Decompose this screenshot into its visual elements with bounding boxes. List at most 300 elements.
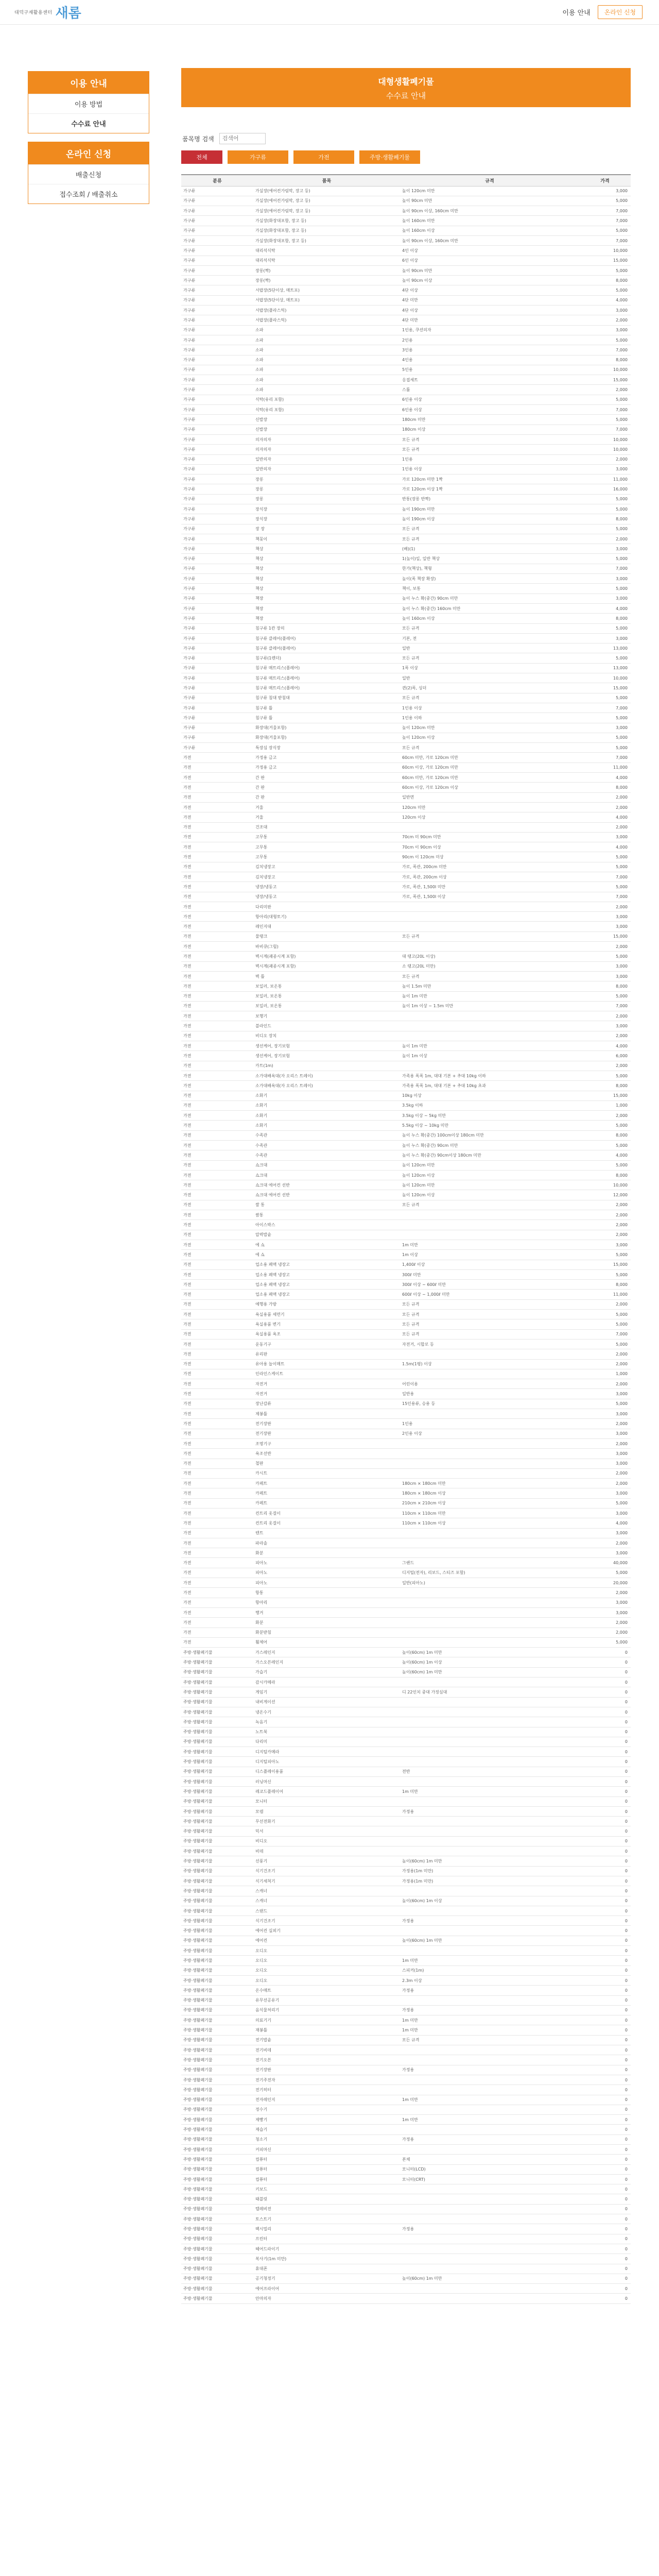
cell-price: 0	[579, 1677, 631, 1687]
table-row	[181, 2204, 631, 2214]
table-row	[181, 1797, 631, 1806]
cell-price: 7,000	[579, 564, 631, 573]
cell-category: 가구류	[181, 494, 253, 504]
sidebar-item-fee[interactable]: 수수료 안내	[28, 113, 149, 133]
cell-spec: 1m 이상	[400, 1250, 579, 1260]
sidebar-item-lookup[interactable]: 접수조회 / 배출취소	[28, 184, 149, 204]
cell-category: 주방·생활폐기물	[181, 2244, 253, 2253]
cell-price: 0	[579, 2214, 631, 2224]
cell-item: 가실장(에어컨가림막, 장고 등)	[253, 196, 400, 206]
cell-spec: 600ℓ 이상 ~ 1,000ℓ 미만	[400, 1290, 579, 1299]
cell-spec	[400, 1826, 579, 1836]
table-row	[181, 1667, 631, 1677]
cell-price: 3,000	[579, 1528, 631, 1538]
cell-price: 0	[579, 2015, 631, 2025]
cell-category: 주방·생활폐기물	[181, 2224, 253, 2234]
table-row	[181, 1409, 631, 1419]
cell-price: 11,000	[579, 474, 631, 484]
table-row	[181, 981, 631, 991]
cell-price: 5,000	[579, 1399, 631, 1409]
cell-price: 0	[579, 2184, 631, 2194]
cell-item: 장식장	[253, 514, 400, 524]
cell-price: 2,000	[579, 1479, 631, 1488]
cell-spec	[400, 1926, 579, 1936]
cell-item: 의료기기	[253, 2015, 400, 2025]
cell-spec: 1인용	[400, 1419, 579, 1429]
cell-item: 디지털피아노	[253, 1757, 400, 1767]
cell-category: 가전	[181, 1031, 253, 1041]
cell-item: 감시카메라	[253, 1677, 400, 1687]
cell-category: 가전	[181, 1409, 253, 1419]
cell-spec: 15인용류, 승용 등	[400, 1399, 579, 1409]
table-row	[181, 315, 631, 325]
site-logo[interactable]	[14, 3, 81, 22]
cell-price: 0	[579, 1648, 631, 1657]
cell-spec: 180cm × 180cm 미만	[400, 1479, 579, 1488]
cell-price: 5,000	[579, 1121, 631, 1130]
cell-spec: (배)(1)	[400, 544, 579, 554]
cell-category: 가전	[181, 1578, 253, 1588]
table-row	[181, 1419, 631, 1429]
table-row	[181, 2184, 631, 2194]
cell-category: 가구류	[181, 405, 253, 415]
cell-category: 가전	[181, 792, 253, 802]
table-row	[181, 2254, 631, 2264]
table-row	[181, 2125, 631, 2134]
table-row	[181, 1817, 631, 1826]
cell-price: 5,000	[579, 882, 631, 892]
cell-spec: 가정용	[400, 1986, 579, 1995]
cell-category: 가구류	[181, 276, 253, 285]
table-row	[181, 405, 631, 415]
cell-category: 가전	[181, 1329, 253, 1339]
cell-item: 쌀 통	[253, 1200, 400, 1210]
cell-spec: 모든 규격	[400, 524, 579, 534]
cell-item: 책꽂이	[253, 534, 400, 544]
table-row	[181, 1956, 631, 1965]
cell-category: 주방·생활폐기물	[181, 1836, 253, 1846]
table-row	[181, 2095, 631, 2105]
cell-spec	[400, 1061, 579, 1071]
cell-item: 간 판	[253, 783, 400, 792]
cell-price: 3,000	[579, 594, 631, 603]
online-apply-button[interactable]: 온라인 신청	[598, 5, 643, 19]
cell-spec: 110cm × 110cm 이상	[400, 1518, 579, 1528]
cell-spec	[400, 1886, 579, 1896]
cell-category: 가구류	[181, 743, 253, 753]
cell-price: 2,000	[579, 1538, 631, 1548]
table-row	[181, 1001, 631, 1011]
cell-category: 주방·생활폐기물	[181, 2035, 253, 2045]
filter-household-button[interactable]: 주방·생활폐기물	[359, 150, 420, 164]
cell-category: 가전	[181, 1568, 253, 1578]
cell-price: 8,000	[579, 1280, 631, 1290]
cell-category: 가전	[181, 1081, 253, 1091]
cell-category: 주방·생활폐기물	[181, 1717, 253, 1727]
table-row	[181, 2085, 631, 2095]
cell-item: 수족관	[253, 1150, 400, 1160]
table-row	[181, 1707, 631, 1717]
cell-item: 생선케어, 장기보험	[253, 1051, 400, 1061]
cell-category: 가전	[181, 1100, 253, 1110]
table-row	[181, 1319, 631, 1329]
cell-category: 가전	[181, 1111, 253, 1121]
cell-item: 벽 틀	[253, 971, 400, 981]
cell-category: 가구류	[181, 256, 253, 265]
table-row	[181, 1607, 631, 1617]
table-row	[181, 1717, 631, 1727]
table-row	[181, 1648, 631, 1657]
cell-item: 예행용 가방	[253, 1299, 400, 1309]
cell-item: 제빵기	[253, 2115, 400, 2125]
cell-spec: 4인 이상	[400, 246, 579, 256]
cell-item: 파라솔	[253, 1538, 400, 1548]
cell-item: 항아리	[253, 1598, 400, 1607]
cell-spec: 90cm 이 120cm 미상	[400, 852, 579, 862]
table-row	[181, 385, 631, 395]
col-header-category: 분류	[181, 175, 253, 186]
cell-spec: 1m 미만	[400, 2115, 579, 2125]
cell-price: 0	[579, 1995, 631, 2005]
cell-category: 가전	[181, 1130, 253, 1140]
cell-price: 10,000	[579, 1180, 631, 1190]
cell-item: 자전거	[253, 1379, 400, 1389]
cell-spec: 180cm × 180cm 이상	[400, 1488, 579, 1498]
cell-category: 가전	[181, 862, 253, 872]
cell-item: 식탁(유리 포함)	[253, 395, 400, 404]
cell-spec: 가정용	[400, 2065, 579, 2075]
cell-item: 음식물처리기	[253, 2005, 400, 2015]
cell-price: 0	[579, 1965, 631, 1975]
cell-price: 2,000	[579, 1628, 631, 1637]
cell-spec: 높이 누스 확(중간) 90cm 미만	[400, 594, 579, 603]
cell-spec	[400, 1021, 579, 1031]
cell-price: 1,000	[579, 1100, 631, 1110]
cell-category: 주방·생활폐기물	[181, 1876, 253, 1886]
cell-spec: 1인용 이상	[400, 703, 579, 713]
cell-category: 가구류	[181, 464, 253, 474]
cell-item: 스캐너	[253, 1886, 400, 1896]
cell-spec: 높이 160cm 미만	[400, 216, 579, 226]
cell-category: 주방·생활폐기물	[181, 1777, 253, 1787]
cell-price: 2,000	[579, 1419, 631, 1429]
fee-table	[181, 174, 631, 2304]
cell-spec: 5.5kg 이상 ~ 10kg 미만	[400, 1121, 579, 1130]
cell-item: 러닝머신	[253, 1777, 400, 1787]
cell-category: 가구류	[181, 425, 253, 434]
cell-category: 주방·생활폐기물	[181, 1886, 253, 1896]
cell-spec: 1(높이)일, 일반 책상	[400, 554, 579, 564]
cell-spec	[400, 1607, 579, 1617]
cell-category: 가구류	[181, 355, 253, 365]
cell-item: 침구류 클레어(플레어)	[253, 643, 400, 653]
table-row	[181, 504, 631, 514]
cell-spec: 디 22인치 중대 가정심대	[400, 1687, 579, 1697]
table-row	[181, 1876, 631, 1886]
cell-price: 5,000	[579, 335, 631, 345]
cell-item: 가정용 금고	[253, 753, 400, 762]
cell-category: 주방·생활폐기물	[181, 1965, 253, 1975]
cell-spec	[400, 1438, 579, 1448]
cell-item: 화분받침	[253, 1628, 400, 1637]
cell-item: 압력밥솥	[253, 1230, 400, 1240]
cell-item: 욕실용품 욕조	[253, 1329, 400, 1339]
cell-item: 소화기	[253, 1121, 400, 1130]
cell-category: 가구류	[181, 196, 253, 206]
cell-category: 가구류	[181, 663, 253, 673]
cell-price: 0	[579, 2025, 631, 2035]
cell-price: 0	[579, 1727, 631, 1737]
table-row	[181, 1011, 631, 1021]
cell-item: 토스트기	[253, 2214, 400, 2224]
cell-item: 책상	[253, 544, 400, 554]
cell-category: 가구류	[181, 345, 253, 355]
table-row	[181, 1081, 631, 1091]
cell-item: 소화기	[253, 1111, 400, 1121]
table-row	[181, 1747, 631, 1757]
cell-spec: 높이 160cm 이상	[400, 614, 579, 623]
cell-price: 5,000	[579, 1160, 631, 1170]
cell-price: 2,000	[579, 1359, 631, 1369]
cell-category: 가구류	[181, 603, 253, 613]
cell-item: 일반의자	[253, 464, 400, 474]
cell-category: 가전	[181, 1041, 253, 1051]
cell-price: 5,000	[579, 1250, 631, 1260]
table-row	[181, 773, 631, 783]
cell-category: 주방·생활폐기물	[181, 1787, 253, 1797]
cell-price: 7,000	[579, 1329, 631, 1339]
cell-item: 침구류 클레어(플레어)	[253, 633, 400, 643]
cell-price: 13,000	[579, 663, 631, 673]
table-row	[181, 1995, 631, 2005]
cell-item: 소파	[253, 385, 400, 395]
table-row	[181, 862, 631, 872]
cell-price: 5,000	[579, 415, 631, 425]
nav-guide-link[interactable]: 이용 안내	[562, 9, 591, 17]
page-title: 대형생활폐기물	[378, 77, 434, 87]
table-row	[181, 1657, 631, 1667]
cell-category: 가전	[181, 1538, 253, 1548]
cell-category: 가전	[181, 1598, 253, 1607]
cell-price: 20,000	[579, 1578, 631, 1588]
cell-spec: 모든 규격	[400, 623, 579, 633]
cell-price: 0	[579, 1717, 631, 1727]
cell-category: 주방·생활폐기물	[181, 1727, 253, 1737]
table-row	[181, 2115, 631, 2125]
cell-item: 디스플레이용품	[253, 1767, 400, 1776]
table-row	[181, 912, 631, 922]
cell-category: 가전	[181, 822, 253, 832]
cell-category: 가전	[181, 1628, 253, 1637]
cell-item: 오디오	[253, 1956, 400, 1965]
cell-item: 청소기	[253, 2134, 400, 2144]
cell-category: 가전	[181, 1508, 253, 1518]
cell-category: 가전	[181, 1369, 253, 1379]
cell-spec	[400, 2204, 579, 2214]
cell-category: 가전	[181, 1479, 253, 1488]
cell-price: 7,000	[579, 1001, 631, 1011]
table-row	[181, 1916, 631, 1926]
cell-price: 8,000	[579, 1170, 631, 1180]
cell-spec	[400, 2085, 579, 2095]
table-row	[181, 902, 631, 911]
cell-item: 책장	[253, 614, 400, 623]
cell-item: 전자레인지	[253, 2095, 400, 2105]
cell-price: 0	[579, 1836, 631, 1846]
cell-spec	[400, 1727, 579, 1737]
cell-price: 5,000	[579, 693, 631, 703]
cell-price: 5,000	[579, 196, 631, 206]
cell-item: 화장대(거울포함)	[253, 723, 400, 733]
cell-spec: 스툴	[400, 385, 579, 395]
table-row	[181, 1170, 631, 1180]
cell-category: 가전	[181, 1319, 253, 1329]
table-row	[181, 2144, 631, 2154]
cell-item: 안마의자	[253, 2294, 400, 2303]
cell-item: 책장	[253, 603, 400, 613]
cell-spec: 180cm 이상	[400, 425, 579, 434]
cell-spec	[400, 1210, 579, 1220]
cell-spec: 모니터(LCD)	[400, 2164, 579, 2174]
sidebar-item-request[interactable]: 배출신청	[28, 164, 149, 184]
cell-price: 0	[579, 1866, 631, 1876]
cell-spec	[400, 2214, 579, 2224]
table-row	[181, 822, 631, 832]
table-row	[181, 1628, 631, 1637]
cell-category: 주방·생활폐기물	[181, 1956, 253, 1965]
cell-price: 5,000	[579, 1269, 631, 1279]
cell-spec: 가정용(1m 미만)	[400, 1876, 579, 1886]
cell-category: 가전	[181, 773, 253, 783]
cell-item: 소파	[253, 375, 400, 385]
cell-price: 0	[579, 2194, 631, 2204]
cell-spec: 1인용 이상	[400, 464, 579, 474]
cell-item: 카트(1m)	[253, 1061, 400, 1071]
cell-category: 가구류	[181, 295, 253, 305]
table-row	[181, 1498, 631, 1508]
table-row	[181, 1389, 631, 1399]
cell-category: 가구류	[181, 445, 253, 454]
cell-price: 8,000	[579, 981, 631, 991]
cell-category: 가전	[181, 1210, 253, 1220]
cell-price: 5,000	[579, 1071, 631, 1080]
cell-price: 0	[579, 2134, 631, 2144]
cell-spec: 1m 미만	[400, 1956, 579, 1965]
cell-item: 항아리(대형토기)	[253, 912, 400, 922]
table-row	[181, 1240, 631, 1249]
cell-price: 3,000	[579, 971, 631, 981]
cell-category: 가전	[181, 802, 253, 812]
cell-price: 3,000	[579, 1449, 631, 1459]
cell-spec	[400, 2184, 579, 2194]
cell-category: 주방·생활폐기물	[181, 2105, 253, 2114]
cell-category: 가전	[181, 1011, 253, 1021]
table-row	[181, 206, 631, 216]
cell-spec: 60cm 이상, 가로 120cm 이상	[400, 783, 579, 792]
cell-spec: 가로 120cm 미만 1짝	[400, 474, 579, 484]
cell-spec	[400, 2254, 579, 2264]
table-row	[181, 1210, 631, 1220]
cell-category: 가전	[181, 1558, 253, 1568]
cell-item: 태블릿	[253, 2194, 400, 2204]
cell-item: 복사기(1m 미만)	[253, 2254, 400, 2264]
table-row	[181, 285, 631, 295]
cell-price: 16,000	[579, 484, 631, 494]
cell-price: 3,000	[579, 1429, 631, 1438]
cell-price: 4,000	[579, 603, 631, 613]
cell-category: 가전	[181, 1250, 253, 1260]
cell-price: 2,000	[579, 1230, 631, 1240]
cell-category: 가전	[181, 1518, 253, 1528]
table-row	[181, 246, 631, 256]
cell-spec: 높이 90cm 이상, 160cm 미만	[400, 206, 579, 216]
cell-item: 비데	[253, 1846, 400, 1856]
cell-price: 2,000	[579, 454, 631, 464]
table-row	[181, 1379, 631, 1389]
cell-item: 수족관	[253, 1130, 400, 1140]
cell-spec: 2인용	[400, 335, 579, 345]
cell-item: 가스레인지	[253, 1648, 400, 1657]
cell-category: 가전	[181, 1001, 253, 1011]
cell-price: 2,000	[579, 534, 631, 544]
cell-spec: 4단 이상	[400, 306, 579, 315]
cell-item: 책상	[253, 554, 400, 564]
cell-category: 가전	[181, 1528, 253, 1538]
cell-item: 김치냉장고	[253, 862, 400, 872]
cell-item: 운동기구	[253, 1339, 400, 1349]
cell-spec	[400, 2294, 579, 2303]
filter-furniture-button[interactable]: 가구류	[228, 150, 288, 164]
cell-price: 0	[579, 1876, 631, 1886]
cell-spec	[400, 1369, 579, 1379]
table-row	[181, 961, 631, 971]
cell-category: 주방·생활폐기물	[181, 1747, 253, 1757]
cell-item: 책상	[253, 574, 400, 584]
cell-price: 0	[579, 2254, 631, 2264]
cell-item: 책상	[253, 564, 400, 573]
cell-category: 가구류	[181, 365, 253, 375]
cell-category: 가구류	[181, 633, 253, 643]
cell-item: 레코드플레이어	[253, 1787, 400, 1797]
cell-item: 수족관	[253, 1141, 400, 1150]
cell-category: 가전	[181, 931, 253, 941]
cell-spec	[400, 942, 579, 952]
cell-item: 제봉틀	[253, 1409, 400, 1419]
cell-price: 0	[579, 1797, 631, 1806]
cell-price: 2,000	[579, 802, 631, 812]
filter-appliance-button[interactable]: 가전	[293, 150, 354, 164]
filter-all-button[interactable]: 전체	[181, 150, 222, 164]
cell-price: 5,000	[579, 265, 631, 275]
cell-price: 10,000	[579, 434, 631, 444]
table-row	[181, 1091, 631, 1100]
table-row	[181, 1866, 631, 1876]
cell-category: 가전	[181, 1280, 253, 1290]
cell-category: 가구류	[181, 584, 253, 594]
cell-spec: 60cm 미만, 가로 120cm 미만	[400, 753, 579, 762]
sidebar-item-method[interactable]: 이용 방법	[28, 94, 149, 113]
cell-item: 거울	[253, 812, 400, 822]
cell-category: 주방·생활폐기물	[181, 2234, 253, 2244]
cell-item: 쇼크대	[253, 1170, 400, 1180]
cell-price: 0	[579, 2164, 631, 2174]
table-row	[181, 673, 631, 683]
cell-spec: 4단 이상	[400, 285, 579, 295]
cell-price: 2,000	[579, 1061, 631, 1071]
search-input[interactable]	[219, 133, 266, 144]
cell-item: 냉장/냉동고	[253, 882, 400, 892]
cell-spec: 가정용(1m 미만)	[400, 1866, 579, 1876]
